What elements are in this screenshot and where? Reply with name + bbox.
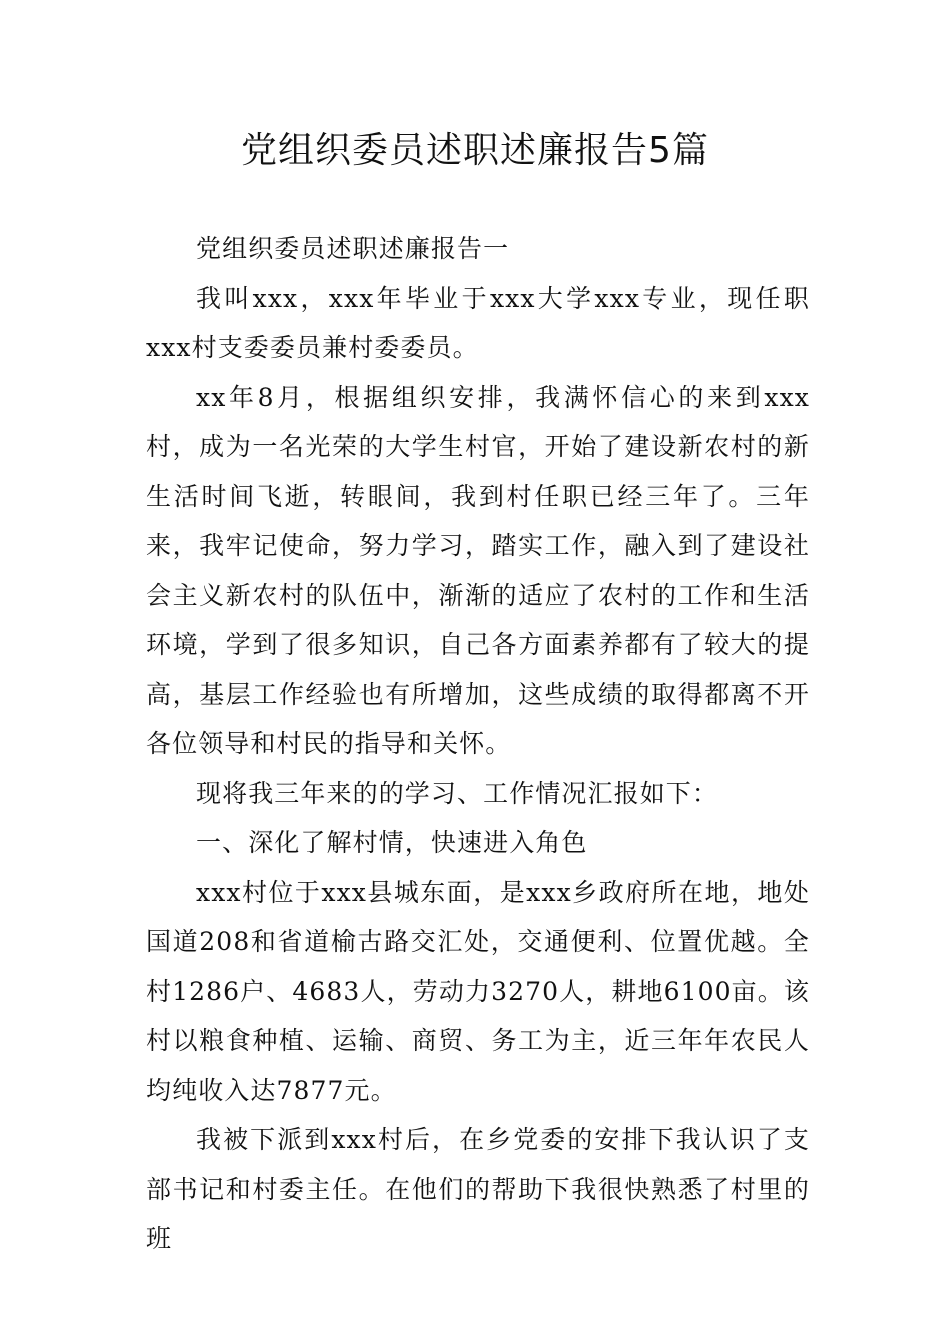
section-heading-report-one: 党组织委员述职述廉报告一 (196, 234, 510, 263)
paragraph-village-overview: xxx村位于xxx县城东面，是xxx乡政府所在地，地处国道208和省道榆古路交汇处，交通便利、位置优越。全村1286户、4683人，劳动力3270人，耕地6100亩。该村以粮食种植、运输、商贸、务工为主，近三年年农民人均纯收入达7877元。 (146, 877, 810, 1105)
paragraph-introduction: 我叫xxx，xxx年毕业于xxx大学xxx专业，现任职xxx村支委委员兼村委委员。 (146, 283, 810, 362)
document-body (146, 224, 810, 1264)
paragraph-experience: xx年8月，根据组织安排，我满怀信心的来到xxx村，成为一名光荣的大学生村官，开始了建设新农村的新生活时间飞逝，转眼间，我到村任职已经三年了。三年来，我牢记使命，努力学习，踏实工作，融入到了建设社会主义新农村的队伍中，渐渐的适应了农村的工作和生活环境，学到了很多知识，自己各方面素养都有了较大的提高，基层工作经验也有所增加，这些成绩的取得都离不开各位领导和村民的指导和关怀。 (146, 382, 810, 758)
section-heading-village-situation: 一、深化了解村情，快速进入角色 (196, 828, 588, 857)
paragraph-report-lead: 现将我三年来的的学习、工作情况汇报如下： (196, 778, 719, 808)
document-title: 党组织委员述职述廉报告5篇 (241, 130, 709, 171)
paragraph-assignment: 我被下派到xxx村后，在乡党委的安排下我认识了支部书记和村委主任。在他们的帮助下我很快熟悉了村里的班 (146, 1125, 810, 1253)
